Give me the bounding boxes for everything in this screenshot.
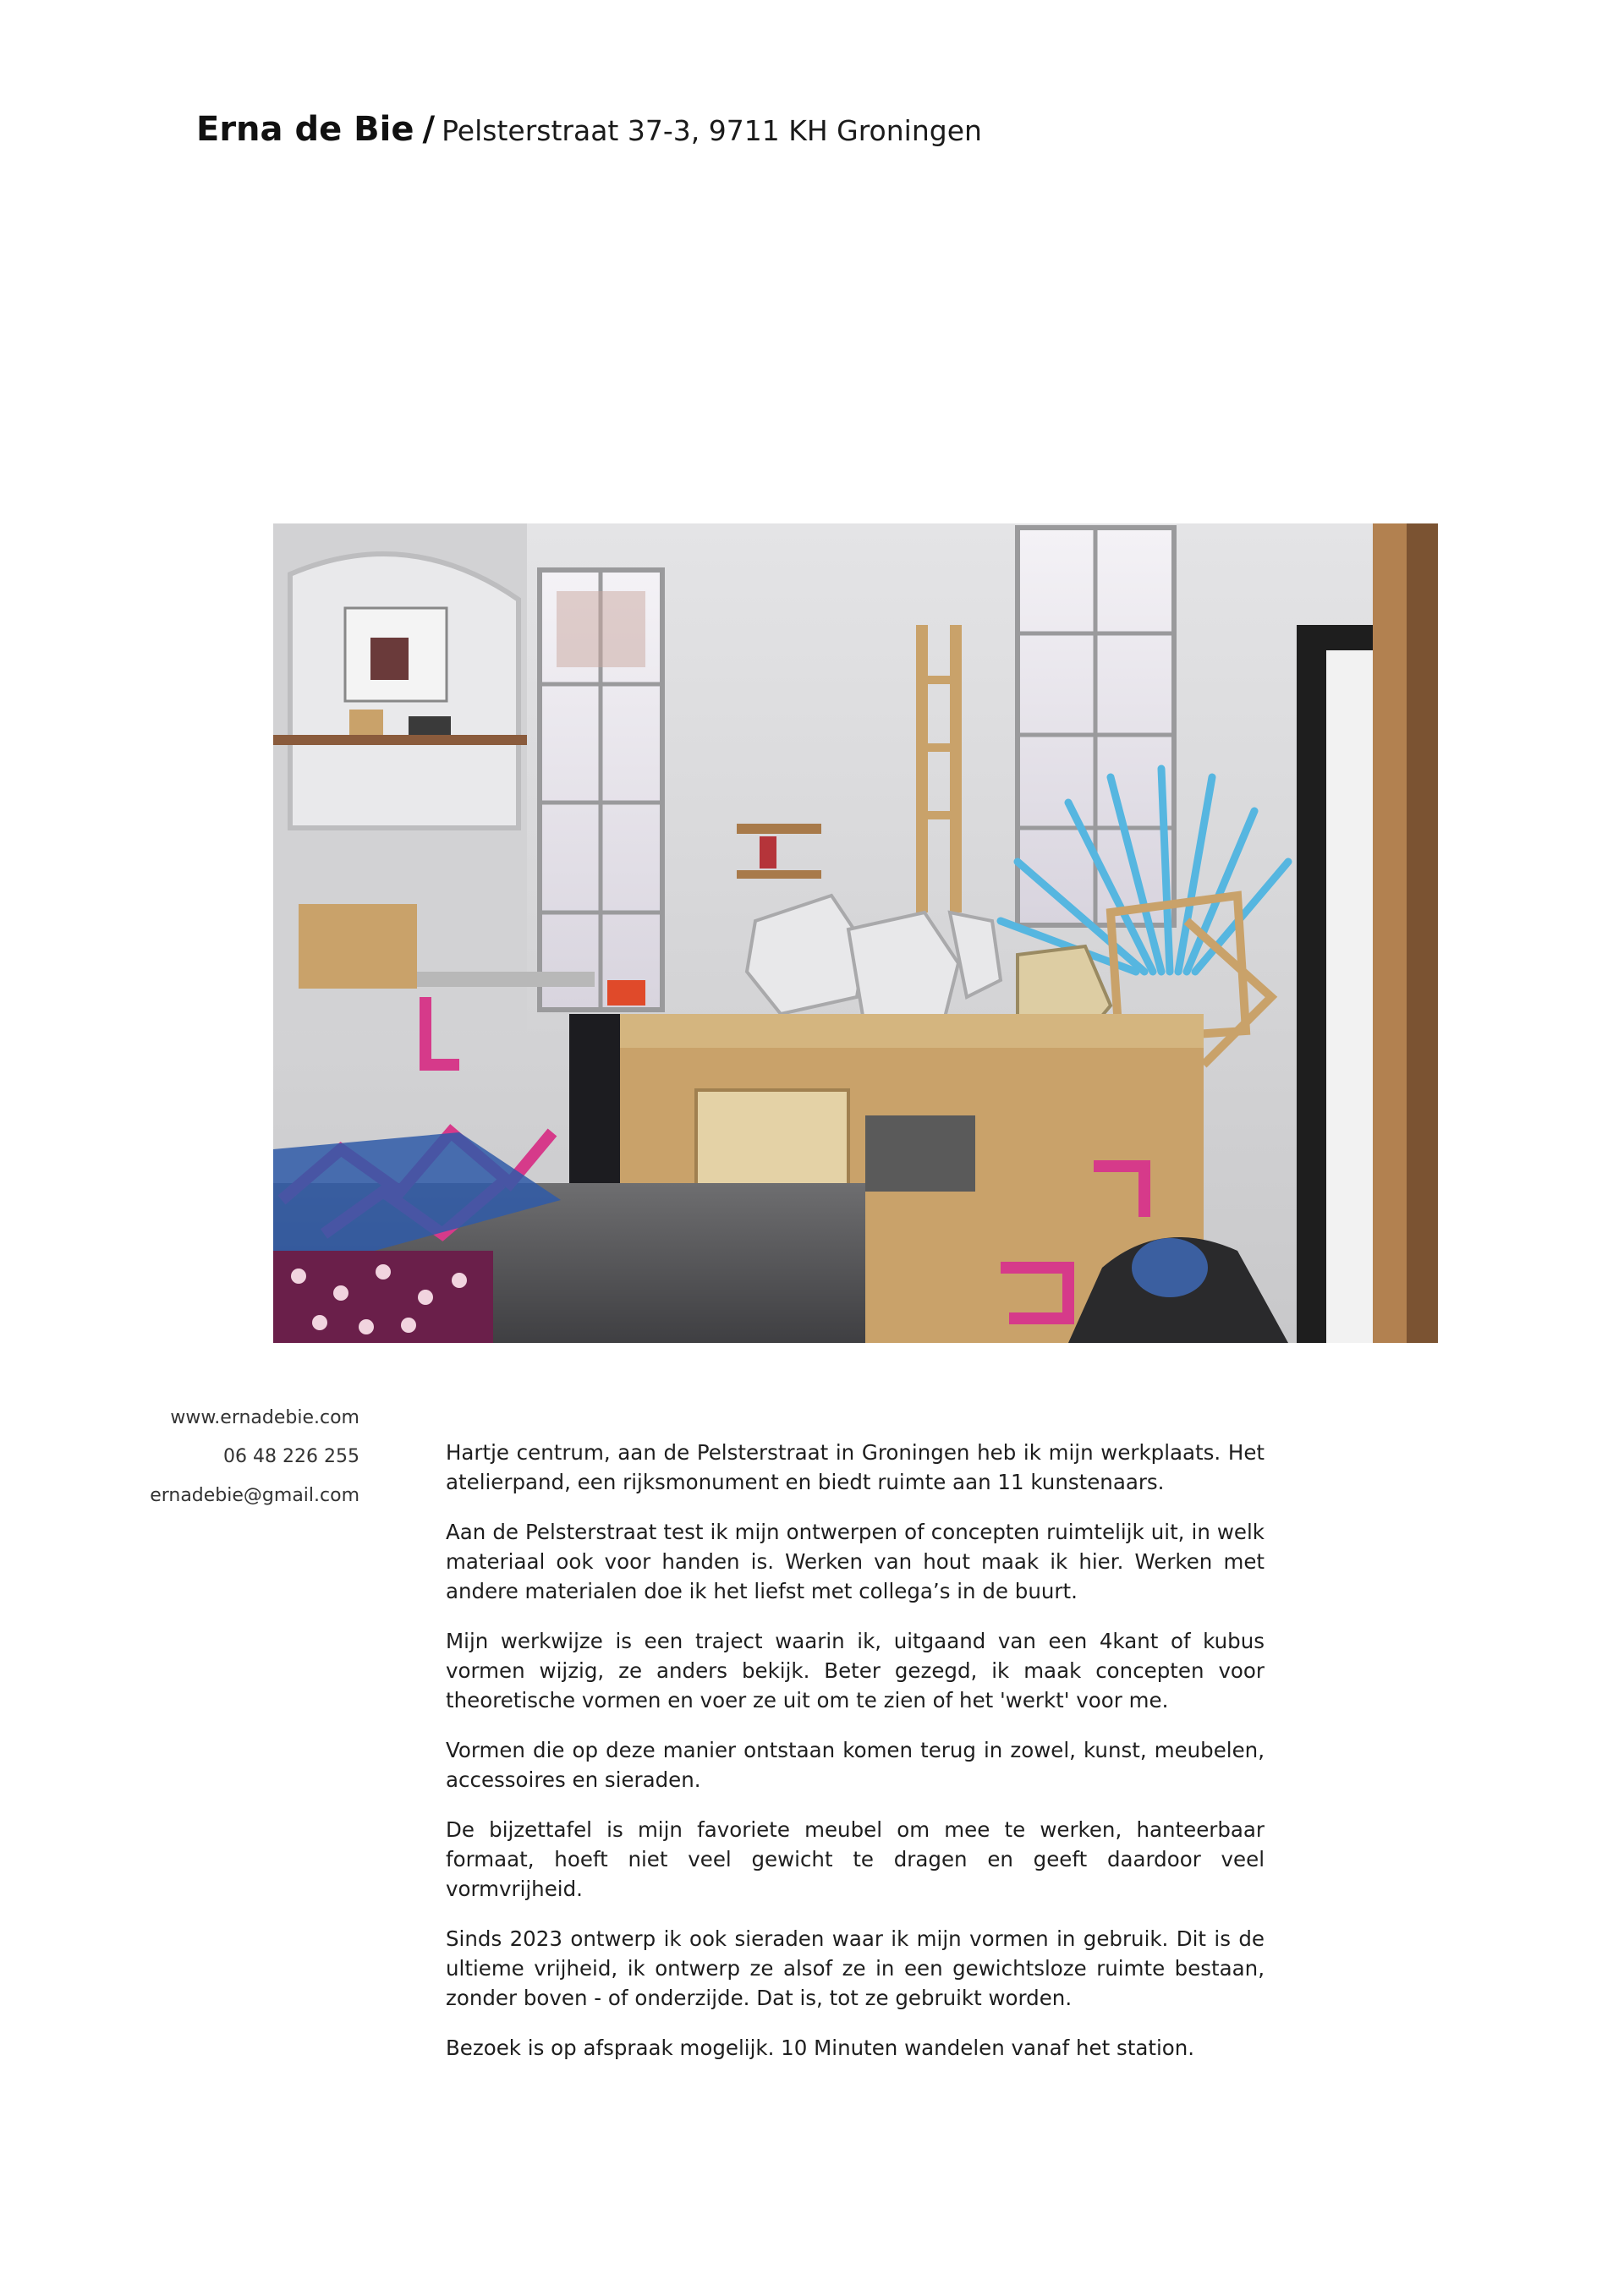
page-header: [196, 110, 982, 149]
website-link[interactable]: www.ernadebie.com: [170, 1407, 359, 1428]
paragraph: Bezoek is op afspraak mogelijk. 10 Minuten wandelen vanaf het station.: [446, 2036, 1195, 2060]
header-separator: /: [422, 110, 436, 149]
paragraph: Vormen die op deze manier ontstaan komen terug in zowel, kunst, meubelen, accessoires en sieraden.: [446, 1738, 1265, 1792]
studio-photo: [273, 523, 1438, 1343]
paragraph: De bijzettafel is mijn favoriete meubel om mee te werken, hanteerbaar formaat, hoeft niet veel gewicht te dragen en geeft daardoor veel vormvrijheid.: [446, 1817, 1265, 1901]
body-text: [446, 1438, 1265, 2083]
paragraph: Hartje centrum, aan de Pelsterstraat in Groningen heb ik mijn werkplaats. Het atelierpand, een rijksmonument en biedt ruimte aan 11 kunstenaars.: [446, 1440, 1265, 1494]
contact-info: [102, 1406, 359, 1522]
paragraph: Sinds 2023 ontwerp ik ook sieraden waar ik mijn vormen in gebruik. Dit is de ultieme vrijheid, ik ontwerp ze alsof ze in een gewichtsloze ruimte bestaan, zonder boven - of onderzijde. Dat is, tot ze gebruikt worden.: [446, 1926, 1265, 2010]
studio-photo-illustration: [273, 523, 1438, 1343]
artist-name: Erna de Bie: [196, 110, 414, 149]
paragraph: Aan de Pelsterstraat test ik mijn ontwerpen of concepten ruimtelijk uit, in welk materiaal ook voor handen is. Werken van hout maak ik hier. Werken met andere materialen doe ik het liefst met collega’s in de buurt.: [446, 1520, 1265, 1603]
phone-number[interactable]: 06 48 226 255: [223, 1446, 359, 1467]
paragraph: Mijn werkwijze is een traject waarin ik, uitgaand van een 4kant of kubus vormen wijzig, ze anders bekijk. Beter gezegd, ik maak concepten voor theoretische vormen en voer ze uit om te zien of het 'werkt' voor me.: [446, 1629, 1265, 1712]
studio-address: Pelsterstraat 37-3, 9711 KH Groningen: [442, 114, 982, 147]
email-link[interactable]: ernadebie@gmail.com: [150, 1485, 359, 1506]
